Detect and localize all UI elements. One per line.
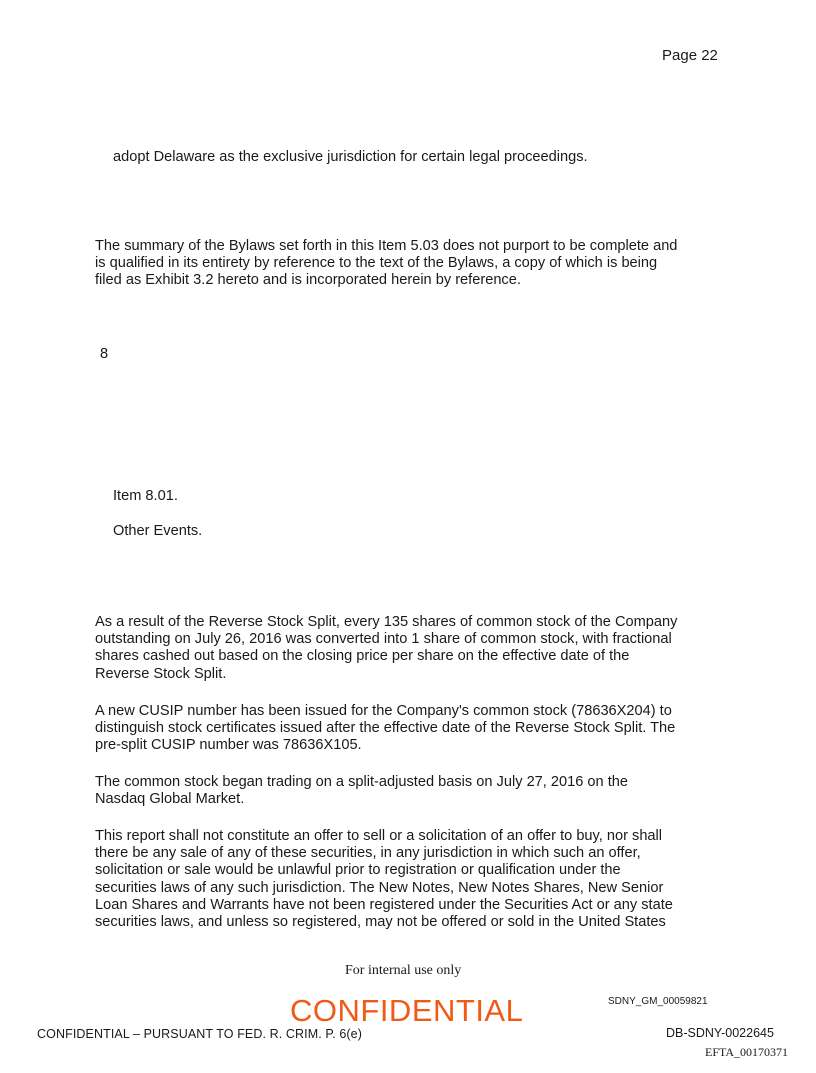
- paragraph-reverse-split: [95, 614, 677, 683]
- db-bates-number: DB-SDNY-0022645: [666, 1026, 774, 1040]
- paragraph-disclaimer: [95, 828, 673, 931]
- paragraph-line: is qualified in its entirety by reference to the text of the Bylaws, a copy of which is being: [95, 255, 658, 272]
- paragraph-line: A new CUSIP number has been issued for the Company's common stock (78636X204) to: [95, 703, 672, 719]
- paragraph-line: Reverse Stock Split.: [95, 665, 227, 682]
- paragraph-line: The common stock began trading on a split-adjusted basis on July 27, 2016 on the: [95, 774, 628, 790]
- paragraph-line: This report shall not constitute an offer to sell or a solicitation of an offer to buy, nor shall: [95, 828, 663, 844]
- item-label: Item 8.01.: [113, 488, 178, 504]
- paragraph-line: Nasdaq Global Market.: [95, 791, 245, 808]
- confidential-stamp: CONFIDENTIAL: [290, 993, 524, 1028]
- paragraph-line: distinguish stock certificates issued after the effective date of the Reverse Stock Split. The: [95, 720, 676, 737]
- paragraph-cusip: [95, 703, 675, 755]
- section-number: 8: [100, 346, 109, 362]
- page-number: Page 22: [662, 47, 718, 64]
- paragraph-line: shares cashed out based on the closing price per share on the effective date of the: [95, 648, 630, 665]
- paragraph-trading: [95, 774, 628, 808]
- paragraph-line: pre-split CUSIP number was 78636X105.: [95, 737, 362, 754]
- paragraph-line: filed as Exhibit 3.2 hereto and is incorporated herein by reference.: [95, 272, 521, 289]
- item-title: Other Events.: [113, 523, 203, 539]
- efta-bates-number: EFTA_00170371: [705, 1045, 789, 1059]
- paragraph-line: securities laws of any such jurisdiction. The New Notes, New Notes Shares, New Senior: [95, 879, 664, 896]
- paragraph-line: As a result of the Reverse Stock Split, every 135 shares of common stock of the Company: [95, 614, 678, 630]
- paragraph-line: outstanding on July 26, 2016 was converted into 1 share of common stock, with fractional: [95, 631, 672, 648]
- internal-use-notice: For internal use only: [345, 963, 462, 978]
- paragraph-line: solicitation or sale would be unlawful prior to registration or qualification under the: [95, 862, 621, 879]
- paragraph-line: Loan Shares and Warrants have not been registered under the Securities Act or any state: [95, 896, 673, 913]
- paragraph-line: The summary of the Bylaws set forth in this Item 5.03 does not purport to be complete and: [95, 238, 678, 254]
- sdny-bates-number: SDNY_GM_00059821: [608, 996, 708, 1007]
- paragraph-line: securities laws, and unless so registered, may not be offered or sold in the United States: [95, 914, 666, 931]
- paragraph-bylaws-summary: [95, 238, 677, 290]
- paragraph-line: there be any sale of any of these securities, in any jurisdiction in which such an offer,: [95, 845, 641, 862]
- confidential-notice: CONFIDENTIAL – PURSUANT TO FED. R. CRIM. P. 6(e): [37, 1027, 362, 1041]
- paragraph-jurisdiction: adopt Delaware as the exclusive jurisdiction for certain legal proceedings.: [113, 149, 588, 165]
